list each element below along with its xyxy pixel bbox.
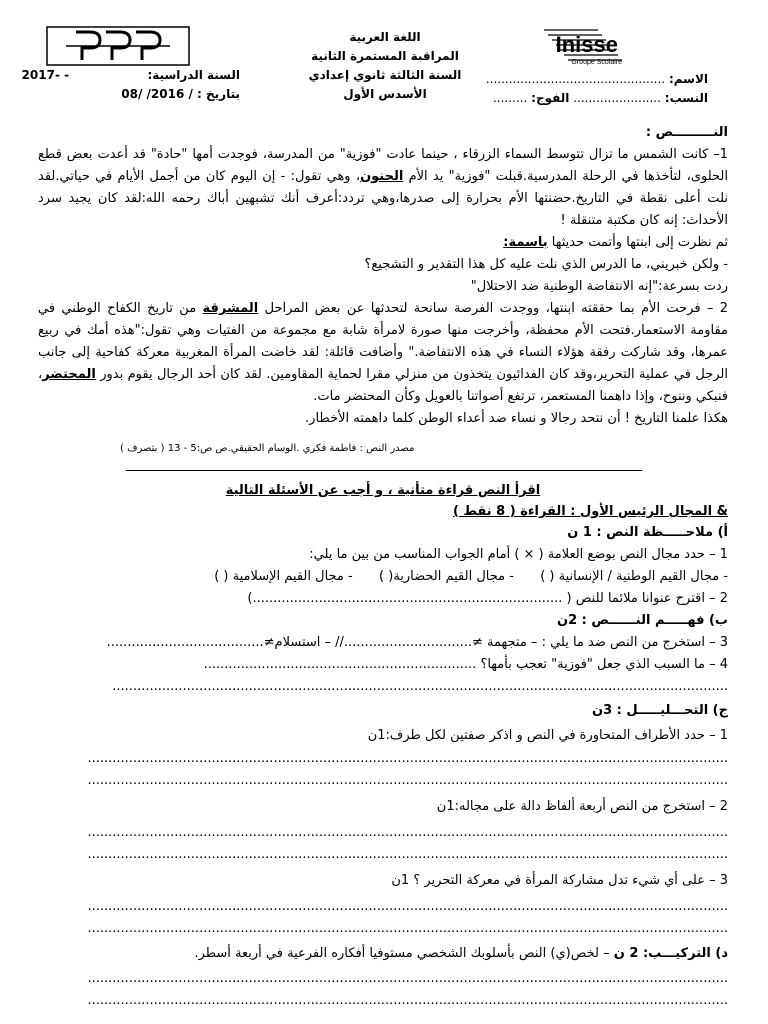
subject-title: اللغة العربية — [349, 30, 421, 44]
lineage-label: النسب: — [664, 91, 708, 105]
paragraph-2: 2 – فرحت الأم بما حققته ابنتها، ووجدت الفرصة سانحة لتحدثها عن بعض المراحل المشرقة من تاريخ الكفاح الوطني في مقاومة الاستعمار.فتحت الأم محفظة، وأخرجت منها صورة لامرأة شابة مع مجموعة من الفتيات وهي تقول:"هذه أمك في ربيع عمرها، وقد شاركت رفقة هؤلاء النساء في هذه الانتفاضة." وأضافت قائلة: لقد خاضت المرأة المغربية معركة كفاحية إلى جانب الرجل في عملية التحرير،وقد كان الفدائيون يتخذون من منزلي مقرا لحماية المقاومين. لقد كان أحد الرجال يقوم بدور المحتضر، فنبكي وننوح، وإذا داهمنا المستعمر، ترتفع أصواتنا بالعويل وكأن المحتضر مات. — [38, 301, 729, 404]
school-logo — [538, 24, 688, 70]
answer-line[interactable]: ........................................................................................................................................................... — [87, 971, 728, 986]
question-8 — [38, 940, 728, 968]
student-info — [468, 70, 708, 108]
domain-title: & المجال الرئيس الأول : القراءة ( 8 نقط ) — [453, 504, 728, 519]
section-analysis: ج) التحـــليـــــل : 3ن — [591, 703, 728, 718]
answer-line[interactable]: ........................................................................................................................................................... — [87, 773, 728, 788]
question-7: 3 – على أي شيء تدل مشاركة المرأة في معركة التحرير ؟ 1ن — [391, 873, 728, 888]
paragraph-1: 1– كانت الشمس ما تزال تتوسط السماء الزرقاء ، حينما عادت "فوزية" من المدرسة، فوجدت أمها "حادة" قد أعدت بعض قطع الحلوى، لتأخذها في الرحلة المدرسية.قبلت "فوزية" يد الأم الحنون، وهي تقول: - إن اليوم كان من أجمل الأيام في حياتي.لقد نلت أعلى نقطة في التاريخ.حضنتها الأم بحرارة إلى صدرها،وهي تردد:أعرف أنك تشبهين أباك رحمه الله:لقد كان يجيد سرد الأحداث: إنه كان مكتبة متنقلة ! — [38, 147, 729, 228]
school-year-label: السنة الدراسية: — [147, 68, 240, 82]
ministry-logo — [46, 26, 190, 66]
text-heading: النـــــــــص : — [645, 125, 728, 140]
question-4[interactable]: 4 – ما السبب الذي جعل "فوزية" تعجب بأمها؟ .................................................................. — [203, 657, 728, 672]
underlined-word-mushriqa: المشرقة — [202, 301, 259, 316]
answer-line[interactable]: ........................................................................................................................................................... — [87, 993, 728, 1008]
paragraph-1-cont: ثم نظرت إلى ابنتها وأتمت حديثها باسمة: — [503, 235, 728, 250]
date-info — [20, 66, 240, 104]
question-1-options — [38, 566, 728, 588]
answer-line[interactable]: ........................................................................................................................................................... — [87, 751, 728, 766]
instruction: اقرأ النص قراءة متأنية ، و أجب عن الأسئلة التالية — [225, 483, 541, 498]
option-civilizational-values[interactable]: - مجال القيم الحضارية( ) — [379, 569, 514, 584]
logo-wordmark: Inisse — [555, 32, 618, 57]
questions-section — [38, 480, 728, 1012]
group-field[interactable]: ......... — [492, 91, 528, 105]
underlined-word-basima: باسمة: — [503, 235, 548, 250]
divider — [126, 470, 642, 471]
question-1: 1 – حدد مجال النص بوضع العلامة ( × ) أمام الجواب المناسب من بين ما يلي: — [309, 547, 728, 562]
group-label: الفوج: — [531, 91, 570, 105]
question-6: 2 – استخرج من النص أربعة ألفاظ دالة على مجاله:1ن — [436, 799, 728, 814]
logo-subtitle: Groupe Scolaire — [571, 59, 622, 66]
underlined-word-hanoun: الحنون — [360, 169, 404, 184]
underlined-word-muhtadar: المحتضر — [42, 367, 96, 382]
exam-header — [0, 14, 768, 114]
date-label: بتاريخ : — [197, 87, 240, 101]
semester-title: الأسدس الأول — [343, 87, 427, 101]
text-source: مصدر النص : فاطمة فكري .الوسام الحقيقي.ص ص:5 - 13 ( بتصرف ) — [120, 443, 415, 454]
section-observation: أ) ملاحـــــظة النص : 1 ن — [567, 525, 728, 540]
name-field[interactable]: ............................................... — [485, 72, 666, 86]
question-3[interactable]: 3 – استخرج من النص ضد ما يلي : – متجهمة ≠...............................// – استسلام≠...................................... — [106, 635, 728, 650]
section-synthesis: د) التركيـــب: 2 ن — [613, 946, 728, 961]
option-islamic-values[interactable]: - مجال القيم الإسلامية ( ) — [214, 569, 353, 584]
answer-line[interactable]: ........................................................................................................................................................... — [87, 825, 728, 840]
exam-title: المراقبة المستمرة الثانية — [311, 49, 459, 63]
question-8-text: – لخص(ي) النص بأسلوبك الشخصي مستوفيا أفكاره الفرعية في أربعة أسطر. — [194, 946, 610, 961]
answer-line[interactable]: ........................................................................................................................................................... — [87, 847, 728, 862]
paragraph-2-end: هكذا علمنا التاريخ ! أن نتحد رجالا و نساء ضد أعداء الوطن كلما داهمته الأخطار. — [305, 411, 728, 426]
name-label: الاسم: — [668, 72, 708, 86]
section-comprehension: ب) فهـــــم النــــــص : 2ن — [556, 613, 728, 628]
answer-line[interactable]: ........................................................................................................................................................... — [87, 899, 728, 914]
question-5: 1 – حدد الأطراف المتحاورة في النص و اذكر صفتين لكل طرف:1ن — [367, 728, 728, 743]
dialogue-line: - ولكن خبريني، ما الدرس الذي نلت عليه كل هذا التقدير و التشجيع؟ — [364, 257, 728, 272]
lineage-field[interactable]: ....................... — [573, 91, 661, 105]
question-2[interactable]: 2 – اقترح عنوانا ملائما للنص ( ...........................................................................) — [247, 591, 728, 606]
exam-title-block — [270, 28, 500, 104]
option-national-values[interactable]: - مجال القيم الوطنية / الإنسانية ( ) — [540, 569, 728, 584]
level-title: السنة الثالثة ثانوي إعدادي — [308, 68, 462, 82]
reading-text — [38, 122, 728, 430]
answer-line[interactable]: ........................................................................................................................................................... — [87, 921, 728, 936]
date-value: 08/ /2016 / — [121, 87, 193, 101]
answer-line[interactable]: ..................................................................................................................................................... — [112, 679, 728, 694]
school-year-value: 2017- - — [21, 68, 70, 82]
dialogue-reply: ردت بسرعة:"إنه الانتفاضة الوطنية ضد الاحتلال" — [470, 279, 728, 294]
